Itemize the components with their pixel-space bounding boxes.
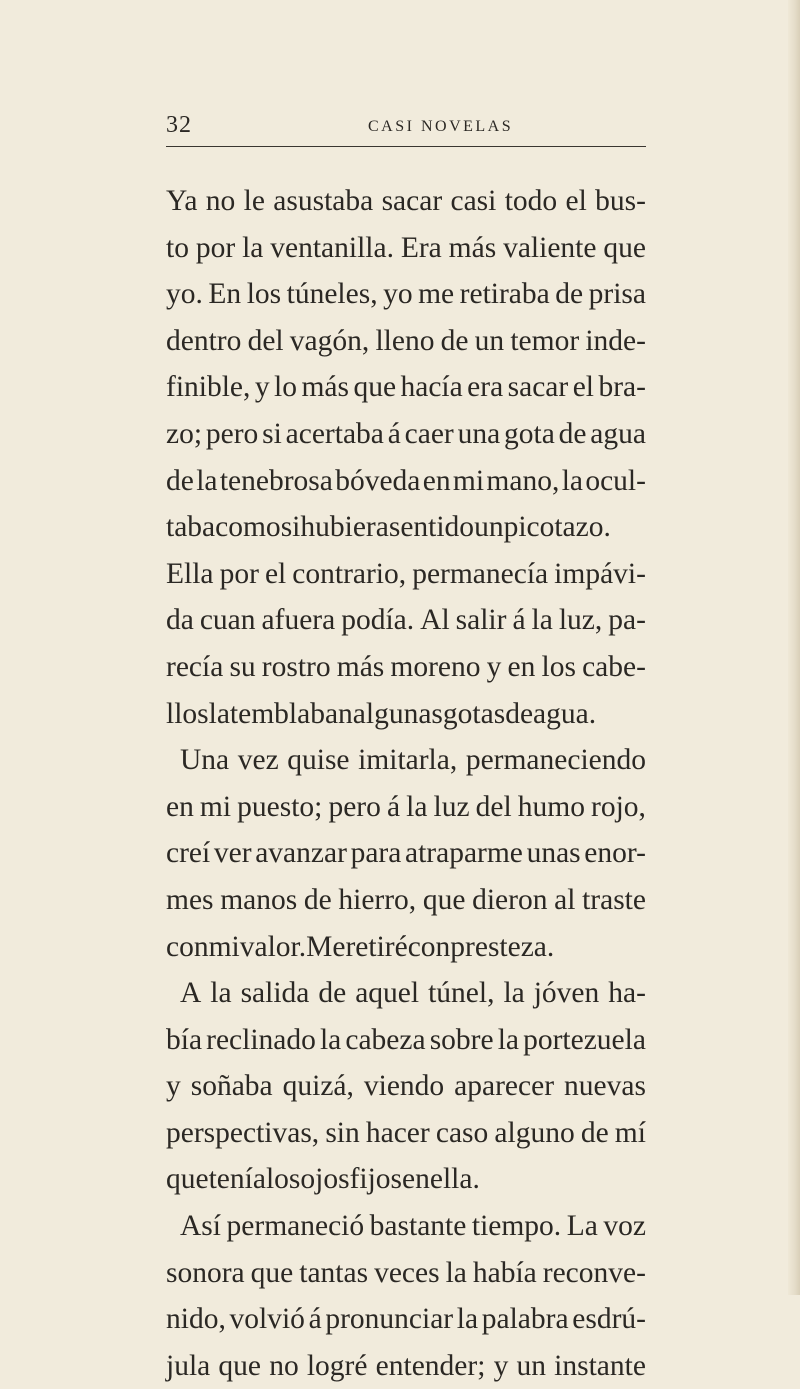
text-line (166, 1110, 646, 1157)
word: quise (287, 744, 350, 777)
word: si (262, 417, 282, 450)
word: pero (205, 417, 259, 450)
word: en (422, 464, 451, 497)
word: sacar (507, 371, 569, 404)
word: hubiera (300, 511, 389, 544)
text-line (166, 597, 646, 644)
word: había (472, 1256, 537, 1289)
word: da (166, 604, 194, 637)
word: Una (180, 744, 230, 777)
page-header (166, 112, 646, 144)
word: sobre (429, 1023, 494, 1056)
word: rostro (261, 650, 331, 683)
word: manos (220, 883, 298, 916)
word: temblaban (229, 697, 353, 730)
word: Ella (166, 557, 214, 590)
word: era (467, 371, 504, 404)
word: jóven (533, 977, 600, 1010)
word: impávi- (554, 557, 646, 590)
word: cabe- (582, 650, 646, 683)
word: tantas (299, 1256, 369, 1289)
word: por (219, 557, 259, 590)
word: lo (274, 371, 297, 404)
word: la (497, 1023, 519, 1056)
word: taba (166, 511, 216, 544)
word: acertaba (285, 417, 384, 450)
word: Era (400, 231, 442, 264)
word: como (215, 511, 281, 544)
word: mi (199, 790, 232, 823)
word: todo (504, 185, 558, 217)
word: que (353, 371, 397, 404)
word: del (475, 790, 512, 823)
word: llos (166, 697, 209, 730)
word: aquel (355, 977, 420, 1010)
word: luz (433, 790, 470, 823)
text-line (166, 644, 646, 691)
word: me (418, 278, 455, 311)
word: caso (435, 1116, 489, 1149)
word: retiraba (459, 278, 550, 311)
text-line (166, 1156, 646, 1203)
word: traste (582, 883, 646, 916)
word: to (166, 231, 189, 264)
word: la (242, 231, 264, 264)
word: más (336, 650, 385, 683)
word: recía (166, 650, 224, 683)
text-line (166, 1017, 646, 1064)
word: bóveda (335, 464, 421, 497)
word: finible, (166, 371, 251, 404)
word: de (505, 697, 534, 730)
word: nuevas (564, 1070, 646, 1103)
word: salida (240, 977, 310, 1010)
word: viendo (363, 1070, 445, 1103)
word: soñaba (190, 1070, 273, 1103)
word: sin (325, 1116, 360, 1149)
word: con (407, 930, 451, 963)
word: ocul- (585, 464, 646, 497)
text-line (166, 877, 646, 924)
word: picotazo. (503, 511, 611, 544)
word: que (250, 1256, 294, 1289)
word: temor (510, 324, 580, 357)
text-line (166, 178, 646, 225)
word: logré (306, 1349, 368, 1382)
word: hierro, (338, 883, 417, 916)
word: enor- (584, 837, 646, 870)
word: con (166, 930, 209, 963)
word: bía (166, 1023, 203, 1056)
word: gotas (442, 697, 506, 730)
text-line (166, 271, 646, 318)
word: una (457, 417, 501, 450)
word: el (572, 371, 594, 404)
word: vez (237, 744, 279, 777)
word: lleno (375, 324, 435, 357)
text-line (166, 1203, 646, 1250)
word: que (422, 883, 466, 916)
word: quizá, (282, 1070, 354, 1103)
word: bastante (369, 1210, 467, 1243)
word: á (308, 1303, 322, 1336)
word: unas (526, 837, 581, 870)
word: la (406, 790, 428, 823)
word: nido, (166, 1303, 226, 1336)
word: mi (452, 464, 485, 497)
word: que (218, 1349, 262, 1382)
word: volvió (229, 1303, 305, 1336)
word: la (208, 697, 230, 730)
word: gota (504, 417, 555, 450)
word: el (565, 185, 587, 217)
word: Me (306, 930, 346, 963)
text-line (166, 1063, 646, 1110)
word: afuera (261, 604, 336, 637)
text-line (166, 458, 646, 505)
word: dieron (472, 883, 548, 916)
word: de (440, 324, 469, 357)
word: para (350, 837, 402, 870)
word: túneles, (286, 278, 378, 311)
word: Así (180, 1210, 221, 1243)
word: asustaba (273, 185, 374, 217)
word: agua (590, 417, 646, 450)
word: humo (517, 790, 585, 823)
word: á (512, 604, 526, 637)
word: caer (404, 417, 454, 450)
word: un (474, 511, 504, 544)
word: Ya (166, 185, 198, 217)
word: bra- (598, 371, 646, 404)
word: mí (614, 1116, 646, 1149)
word: sentido (388, 511, 475, 544)
word: sonora (166, 1256, 245, 1289)
word: inde- (585, 324, 646, 357)
word: y (486, 650, 502, 683)
word: su (229, 650, 256, 683)
word: la (196, 464, 218, 497)
word: el (264, 557, 287, 590)
word: la (210, 977, 232, 1010)
word: que (603, 231, 646, 264)
word: de (555, 278, 584, 311)
word: ver (213, 837, 252, 870)
word: no (269, 1349, 299, 1382)
word: y (254, 371, 270, 404)
word: los (246, 278, 282, 311)
word: esdrú- (572, 1303, 646, 1336)
word: luz, (558, 604, 603, 637)
word: hacía (400, 371, 463, 404)
word: en (507, 650, 536, 683)
word: avanzar (255, 837, 347, 870)
word: pero (328, 790, 381, 823)
word: la (319, 1023, 342, 1056)
word: si (280, 511, 301, 544)
word: atraparme (404, 837, 523, 870)
text-line (166, 1250, 646, 1297)
word: portezuela (523, 1023, 646, 1056)
word: veces (374, 1256, 440, 1289)
word: por (195, 231, 236, 264)
page-number: 32 (166, 112, 192, 138)
text-line (166, 411, 646, 458)
word: en (166, 790, 194, 823)
text-line (166, 737, 646, 784)
word: mes (166, 883, 214, 916)
word: pa- (608, 604, 646, 637)
word: valiente (503, 231, 597, 264)
text-line (166, 1343, 646, 1389)
word: yo. (166, 278, 203, 311)
word: En (208, 278, 242, 311)
text-line (166, 830, 646, 877)
word: permanecía (412, 557, 549, 590)
word: prisa (588, 278, 646, 311)
word: creí (166, 837, 211, 870)
page-edge (788, 0, 800, 1295)
text-line (166, 784, 646, 831)
word: más (301, 371, 349, 404)
word: de (580, 1116, 609, 1149)
word: del (247, 324, 284, 357)
text-line (166, 551, 646, 598)
word: permaneciendo (465, 744, 646, 777)
word: tenía (208, 1163, 266, 1196)
word: puesto; (237, 790, 323, 823)
word: zo; (166, 417, 203, 450)
word: cuan (199, 604, 256, 637)
text-line (166, 924, 646, 971)
word: reconve- (542, 1256, 646, 1289)
word: hacer (365, 1116, 430, 1149)
word: los (265, 1163, 301, 1196)
word: Al (420, 604, 450, 637)
word: al (554, 883, 576, 916)
word: un (474, 324, 505, 357)
word: á (387, 417, 401, 450)
word: La (566, 1210, 598, 1243)
word: la (503, 977, 525, 1010)
word: tenebrosa (219, 464, 333, 497)
word: á (386, 790, 401, 823)
word: presteza. (450, 930, 555, 963)
running-title: CASI NOVELAS (368, 118, 514, 135)
word: ella. (429, 1163, 480, 1196)
word: ha- (608, 977, 646, 1010)
word: sacar (381, 185, 443, 217)
word: los (541, 650, 576, 683)
word: la (445, 1256, 467, 1289)
word: le (243, 185, 265, 217)
word: valor. (239, 930, 307, 963)
text-line (166, 1296, 646, 1343)
word: bus- (595, 185, 646, 217)
text-line (166, 691, 646, 738)
word: entender; (375, 1349, 486, 1382)
word: de (318, 977, 347, 1010)
word: la (561, 464, 583, 497)
word: aparecer (454, 1070, 555, 1103)
word: de (303, 883, 332, 916)
text-line (166, 970, 646, 1017)
word: alguno (494, 1116, 575, 1149)
word: cabeza (345, 1023, 426, 1056)
word: contrario, (292, 557, 407, 590)
word: que (166, 1163, 209, 1196)
word: ventanilla. (270, 231, 394, 264)
word: voz (603, 1210, 646, 1243)
word: de (166, 464, 194, 497)
word: no (205, 185, 236, 217)
word: moreno (390, 650, 481, 683)
word: en (402, 1163, 430, 1196)
word: tiempo. (471, 1210, 562, 1243)
word: perspectivas, (166, 1116, 320, 1149)
word: fijos (349, 1163, 403, 1196)
word: reclinado (206, 1023, 316, 1056)
word: la (531, 604, 553, 637)
word: retiré (345, 930, 408, 963)
word: ojos (300, 1163, 350, 1196)
word: yo (383, 278, 413, 311)
word: podía. (341, 604, 415, 637)
word: pronunciar (325, 1303, 454, 1336)
word: más (448, 231, 497, 264)
word: vagón, (289, 324, 370, 357)
text-line (166, 318, 646, 365)
word: un (516, 1349, 546, 1382)
word: de (558, 417, 587, 450)
word: rojo, (591, 790, 646, 823)
word: casi (450, 185, 497, 217)
word: A (180, 977, 202, 1010)
word: túnel, (428, 977, 495, 1010)
header-rule (166, 146, 646, 147)
word: mano, (486, 464, 560, 497)
word: agua. (533, 697, 597, 730)
body-text (166, 178, 646, 1389)
word: salir (455, 604, 507, 637)
word: algunas (352, 697, 443, 730)
word: y (493, 1349, 509, 1382)
word: imitarla, (358, 744, 458, 777)
word: jula (166, 1349, 211, 1382)
word: dentro (166, 324, 242, 357)
text-line (166, 225, 646, 272)
word: instante (554, 1349, 646, 1382)
word: la (456, 1303, 479, 1336)
text-line (166, 364, 646, 411)
word: permaneció (226, 1210, 365, 1243)
word: y (166, 1070, 181, 1103)
word: palabra (481, 1303, 569, 1336)
word: mi (208, 930, 240, 963)
text-line (166, 504, 646, 551)
